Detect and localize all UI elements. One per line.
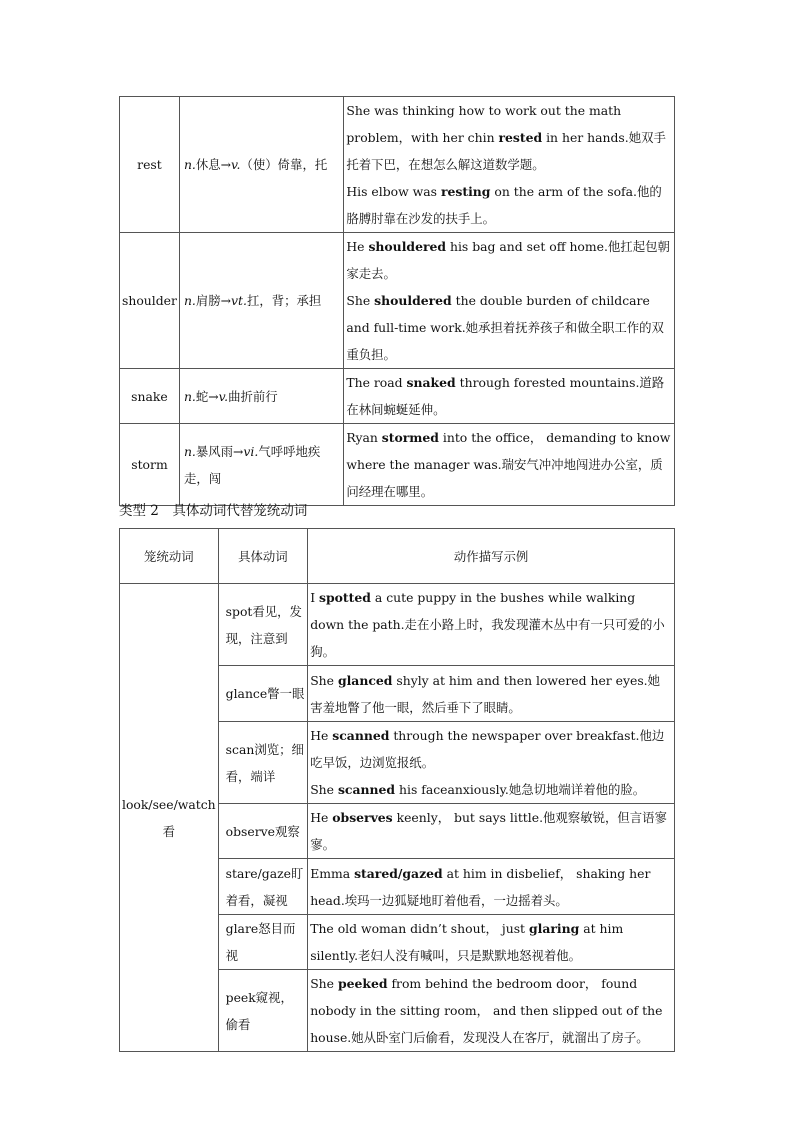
example-cell [344, 233, 675, 369]
example-cell [308, 722, 675, 804]
example-sentence: His elbow was resting on the arm of the sofa.他的胳膊肘靠在沙发的扶手上。 [346, 184, 662, 226]
example-cell [344, 424, 675, 506]
example-cell [308, 804, 675, 859]
header-cell: 具体动词 [218, 529, 308, 584]
specific-verb-cell: spot看见，发现，注意到 [218, 584, 308, 666]
example-cell [344, 97, 675, 233]
example-sentence: The old woman didn’t shout， just glaring at him silently.老妇人没有喊叫，只是默默地怒视着他。 [310, 921, 624, 963]
word-cell: storm [120, 424, 180, 506]
example-cell [308, 584, 675, 666]
example-sentence: The road snaked through forested mountains.道路在林间蜿蜒延伸。 [346, 375, 665, 417]
example-sentence: He scanned through the newspaper over breakfast.他边吃早饭，边浏览报纸。 [310, 728, 665, 770]
table-row [120, 584, 675, 666]
specific-verb-cell: observe观察 [218, 804, 308, 859]
specific-verb-table [119, 528, 675, 1052]
example-cell [308, 915, 675, 970]
example-cell [308, 666, 675, 722]
example-sentence: Ryan stormed into the office， demanding to know where the manager was.瑞安气冲冲地闯进办公室，质问经理在哪里。 [346, 430, 671, 499]
word-cell: snake [120, 369, 180, 424]
example-sentence: I spotted a cute puppy in the bushes while walking down the path.走在小路上时，我发现灌木丛中有一只可爱的小狗。 [310, 590, 665, 659]
specific-verb-cell: stare/gaze盯着看，凝视 [218, 859, 308, 915]
table-row [120, 424, 675, 506]
example-sentence: He observes keenly， but says little.他观察敏锐，但言语寥寥。 [310, 810, 667, 852]
example-cell [308, 859, 675, 915]
example-sentence: She scanned his faceanxiously.她急切地端详着他的脸。 [310, 782, 646, 797]
verb-conversion-table [119, 96, 675, 506]
specific-verb-cell: scan浏览；细看，端详 [218, 722, 308, 804]
definition-cell: n.暴风雨→vi.气呼呼地疾走，闯 [179, 424, 343, 506]
table-row [120, 369, 675, 424]
example-cell [308, 970, 675, 1052]
example-sentence: Emma stared/gazed at him in disbelief， shaking her head.埃玛一边狐疑地盯着他看，一边摇着头。 [310, 865, 651, 908]
example-sentence: She shouldered the double burden of childcare and full-time work.她承担着抚养孩子和做全职工作的双重负担。 [346, 293, 664, 362]
example-sentence: She glanced shyly at him and then lowered her eyes.她害羞地瞥了他一眼，然后垂下了眼睛。 [310, 672, 661, 715]
general-verb-cell: look/see/watch看 [120, 584, 219, 1052]
example-cell [344, 369, 675, 424]
definition-cell: n.肩膀→vt.扛，背；承担 [179, 233, 343, 369]
header-cell: 动作描写示例 [308, 529, 675, 584]
example-sentence: She was thinking how to work out the math problem，with her chin rested in her hands.她双手托着下巴，在想怎么解这道数学题。 [346, 103, 666, 172]
header-cell: 笼统动词 [120, 529, 219, 584]
table-row [120, 97, 675, 233]
specific-verb-cell: glance瞥一眼 [218, 666, 308, 722]
definition-cell: n.休息→v.（使）倚靠，托 [179, 97, 343, 233]
table-header-row [120, 529, 675, 584]
example-sentence: He shouldered his bag and set off home.他扛起包朝家走去。 [346, 239, 670, 281]
definition-cell: n.蛇→v.曲折前行 [179, 369, 343, 424]
table-row [120, 233, 675, 369]
word-cell: rest [120, 97, 180, 233]
example-sentence: She peeked from behind the bedroom door， found nobody in the sitting room， and then slipped out of the house.她从卧室门后偷看，发现没人在客厅，就溜出了房子。 [310, 976, 663, 1045]
type2-caption: 类型 2 具体动词代替笼统动词 [119, 503, 308, 519]
specific-verb-cell: peek窥视，偷看 [218, 970, 308, 1052]
specific-verb-cell: glare怒目而视 [218, 915, 308, 970]
word-cell: shoulder [120, 233, 180, 369]
